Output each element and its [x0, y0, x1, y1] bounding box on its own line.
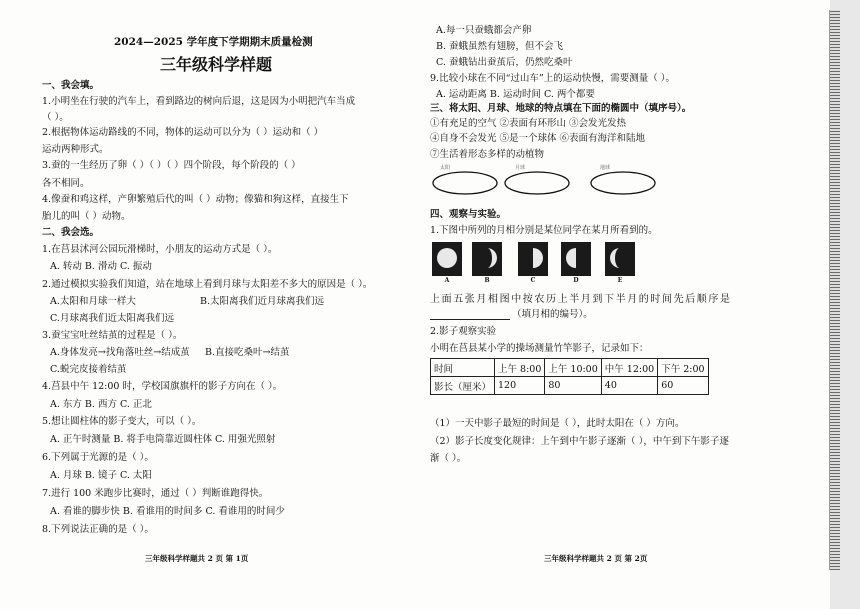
moon-phase-e	[605, 242, 635, 276]
table-header-cell: 中午 12:00	[601, 359, 657, 377]
choice-q4-options: A. 东方 B. 西方 C. 正北	[50, 399, 152, 410]
choice-q1-options: A. 转动 B. 滑动 C. 振动	[50, 261, 152, 272]
observe-q2-sub2-line1: （2）影子长度变化规律：上午到中午影子逐渐（ ），中午到下午影子逐	[430, 436, 729, 447]
observe-q2-line1: 小明在莒县某小学的操场测量竹竿影子，记录如下：	[430, 343, 649, 354]
moon-label-d: D	[573, 277, 579, 284]
choice-q3-option-c: C.蜕完皮接着结茧	[50, 364, 127, 375]
choice-q2: 2.通过模拟实验我们知道，站在地球上看到月球与太阳差不多大的原因是（ ）。	[42, 279, 373, 290]
table-header-cell: 上午 10:00	[545, 359, 601, 377]
page-2-footer: 三年级科学样题共 2 页 第 2页	[544, 554, 648, 563]
choice-q8-option-b: B. 蚕蛾虽然有翅膀，但不会飞	[436, 41, 564, 52]
table-header-cell: 下午 2:00	[658, 359, 708, 377]
table-header-row	[431, 359, 709, 377]
section-3-items-row2: ④自身不会发光 ⑤是一个球体 ⑥表面有海洋和陆地	[430, 133, 646, 144]
observe-q1-line3: （填月相的编号）。	[512, 309, 593, 320]
observe-q1-line2: 上面五张月相图中按农历上半月到下半月的时间先后顺序是	[430, 294, 732, 305]
moon-label-a: A	[444, 277, 450, 284]
ellipse-label-moon: 月球	[515, 165, 526, 171]
observe-q2-heading: 2.影子观察实验	[430, 326, 497, 337]
binding-strip	[830, 0, 860, 609]
moon-phase-a	[432, 242, 462, 276]
choice-q7: 7.进行 100 米跑步比赛时，通过（ ）判断谁跑得快。	[42, 488, 269, 499]
table-header-cell: 时间	[431, 359, 495, 377]
choice-q8-option-a: A.每一只蚕蛾都会产卵	[436, 25, 532, 36]
table-row	[431, 377, 709, 395]
section-2-heading: 二、我会选。	[42, 227, 100, 238]
moon-phase-b	[472, 242, 502, 276]
earth-ellipse[interactable]	[588, 168, 658, 198]
ellipse-label-sun: 太阳	[440, 165, 451, 171]
table-cell: 60	[658, 377, 708, 395]
fill-q1-line1: 1.小明坐在行驶的汽车上，看到路边的树向后退，这是因为小明把汽车当成	[42, 96, 356, 107]
choice-q3-option-b: B.直接吃桑叶→结茧	[205, 347, 290, 358]
choice-q5: 5.想让圆柱体的影子变大，可以（ ）。	[42, 416, 202, 427]
choice-q9: 9.比较小球在不同“过山车”上的运动快慢，需要测量（ ）。	[430, 73, 676, 84]
choice-q6: 6.下列属于光源的是（ ）。	[42, 452, 154, 463]
table-cell: 影长（厘米）	[431, 377, 495, 395]
table-cell: 80	[545, 377, 601, 395]
choice-q8: 8.下列说法正确的是（ ）。	[42, 524, 154, 535]
choice-q5-options: A. 正午时测量 B. 将手电筒靠近圆柱体 C. 用强光照射	[50, 434, 276, 445]
section-3-heading: 三、将太阳、月球、地球的特点填在下面的椭圆中（填序号）。	[430, 103, 692, 114]
section-3-items-row3: ⑦生活着形态多样的动植物	[430, 149, 545, 160]
choice-q7-options: A. 看谁的脚步快 B. 看谁用的时间多 C. 看谁用的时间少	[50, 506, 285, 517]
section-3-items-row1: ①有充足的空气 ②表面有环形山 ③会发光发热	[430, 118, 627, 129]
moon-ellipse[interactable]	[502, 168, 572, 198]
fill-q1-line2: （ ）。	[42, 112, 69, 123]
table-cell: 40	[601, 377, 657, 395]
choice-q2-option-b: B.太阳离我们近月球离我们远	[200, 296, 325, 307]
exam-term-heading: 2024—2025 学年度下学期期末质量检测	[114, 36, 313, 48]
choice-q9-options: A. 运动距离 B. 运动时间 C. 两个都要	[436, 89, 595, 100]
observe-q2-sub1: （1）一天中影子最短的时间是（ ），此时太阳在（ ）方向。	[430, 418, 685, 429]
moon-phase-d	[561, 242, 591, 276]
moon-label-c: C	[530, 277, 536, 284]
binding-edge	[829, 10, 840, 570]
page-2	[430, 0, 830, 609]
choice-q2-option-c: C.月球离我们近太阳离我们远	[50, 313, 174, 324]
choice-q2-option-a: A.太阳和月球一样大	[50, 296, 136, 307]
choice-q4: 4.莒县中午 12:00 时，学校国旗旗杆的影子方向在（ ）。	[42, 381, 283, 392]
fill-q3-line2: 各不相同。	[42, 178, 90, 189]
sun-ellipse[interactable]	[430, 168, 500, 198]
observe-q2-sub2-line2: 渐（ ）。	[430, 453, 467, 464]
moon-phase-c	[518, 242, 548, 276]
fill-q2-line2: 运动两种形式。	[42, 144, 109, 155]
choice-q6-options: A. 月球 B. 镜子 C. 太阳	[50, 470, 152, 481]
moon-label-b: B	[484, 277, 490, 284]
moon-order-answer-line[interactable]	[430, 318, 510, 320]
choice-q3-option-a: A.身体发亮→找角落吐丝→结成茧	[50, 347, 190, 358]
fill-q4-line2: 胎儿的叫（ ）动物。	[42, 211, 131, 222]
section-4-heading: 四、观察与实验。	[430, 209, 507, 220]
choice-q3: 3.蚕宝宝吐丝结茧的过程是（ ）。	[42, 330, 183, 341]
page-1-footer: 三年级科学样题共 2 页 第 1页	[145, 554, 249, 563]
fill-q4-line1: 4.像蚕和鸡这样，产卵繁殖后代的叫（ ）动物；像猫和狗这样，直接生下	[42, 194, 349, 205]
ellipse-label-earth: 地球	[600, 165, 611, 171]
choice-q8-option-c: C. 蚕蛾钻出蚕茧后，仍然吃桑叶	[436, 57, 573, 68]
section-1-heading: 一、我会填。	[42, 80, 100, 91]
table-cell: 120	[495, 377, 545, 395]
fill-q3-line1: 3.蚕的一生经历了卵（ ）（ ）（ ）四个阶段，每个阶段的（ ）	[42, 160, 301, 171]
shadow-record-table	[430, 358, 709, 395]
fill-q2-line1: 2.根据物体运动路线的不同，物体的运动可以分为（ ）运动和（ ）	[42, 127, 324, 138]
table-header-cell: 上午 8:00	[495, 359, 545, 377]
choice-q1: 1.在莒县沭河公园玩滑梯时，小朋友的运动方式是（ ）。	[42, 244, 278, 255]
exam-title: 三年级科学样题	[160, 55, 273, 74]
observe-q1-line1: 1.下图中所列的月相分别是某位同学在某月所看到的。	[430, 225, 658, 236]
moon-label-e: E	[617, 277, 623, 284]
